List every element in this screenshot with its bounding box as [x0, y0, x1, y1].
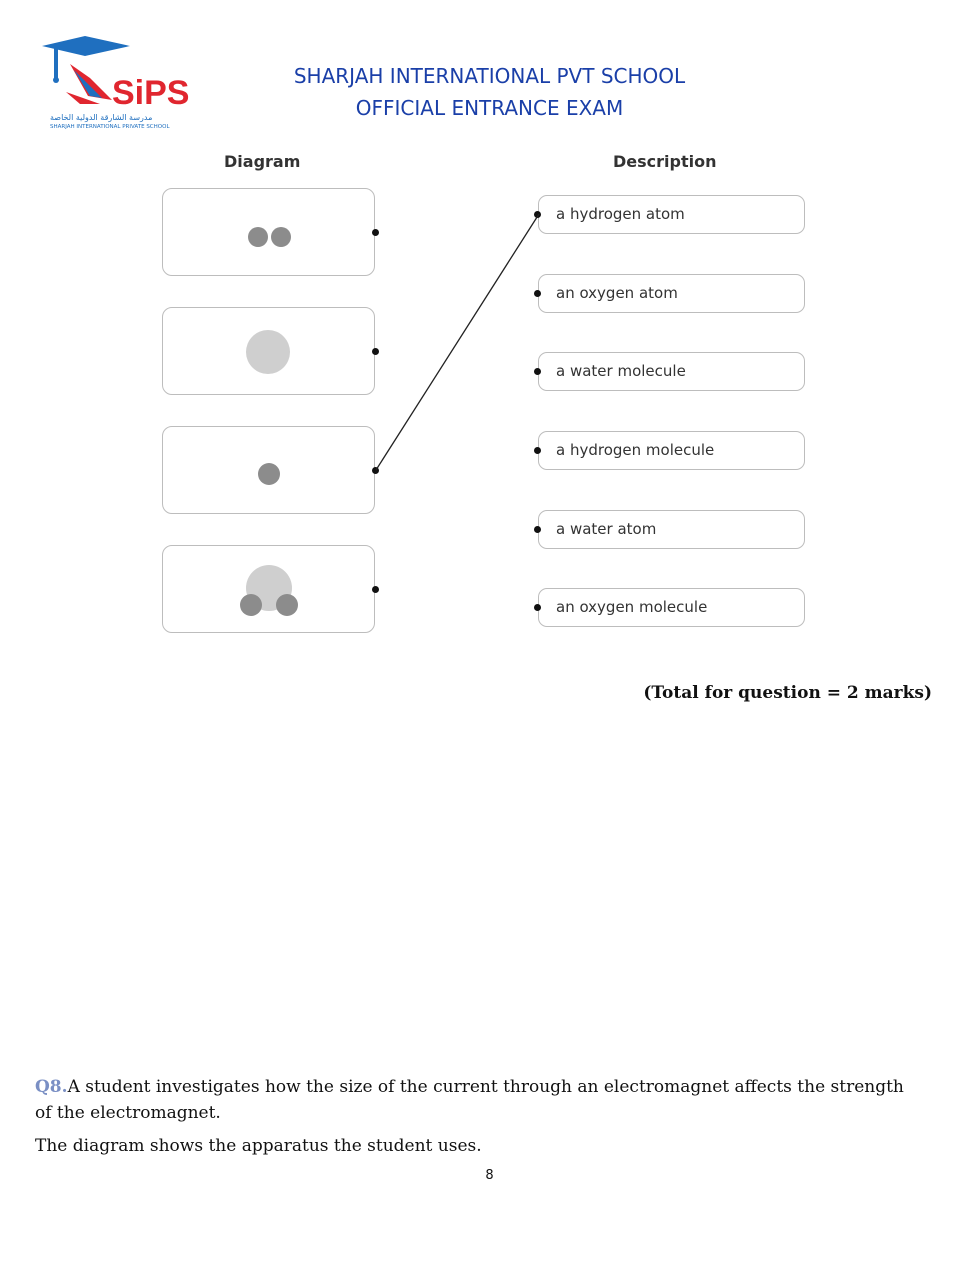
exam-title: OFFICIAL ENTRANCE EXAM	[355, 96, 624, 120]
logo-text: SiPS	[112, 74, 190, 112]
page-number: 8	[485, 1168, 494, 1183]
description-text: an oxygen molecule	[556, 598, 708, 616]
diagram-box-4[interactable]	[162, 545, 375, 633]
question-number: Q8.	[35, 1077, 68, 1097]
diagram-box-3[interactable]	[162, 426, 375, 514]
description-box-4[interactable]	[538, 431, 805, 470]
description-text: a hydrogen molecule	[556, 441, 715, 459]
description-box-3[interactable]	[538, 352, 805, 391]
connection-dot[interactable]	[534, 211, 541, 218]
description-text: a water atom	[556, 520, 657, 538]
connection-dot[interactable]	[534, 604, 541, 611]
description-box-6[interactable]	[538, 588, 805, 627]
connection-dot[interactable]	[534, 447, 541, 454]
description-text: an oxygen atom	[556, 284, 678, 302]
diagram-heading: Diagram	[224, 152, 301, 171]
description-text: a water molecule	[556, 362, 686, 380]
school-name: SHARJAH INTERNATIONAL PVT SCHOOL	[293, 64, 686, 88]
question-8	[35, 1074, 915, 1126]
single-small-dark-circle-icon	[163, 427, 376, 515]
school-header	[0, 60, 979, 124]
total-marks: (Total for question = 2 marks)	[643, 683, 932, 703]
diagram-box-2[interactable]	[162, 307, 375, 395]
question-text: A student investigates how the size of the current through an electromagnet affects the strength of the electromagnet.	[35, 1077, 904, 1123]
description-heading: Description	[613, 152, 717, 171]
question-subtext: The diagram shows the apparatus the student uses.	[35, 1136, 482, 1156]
connection-dot[interactable]	[372, 467, 379, 474]
single-large-light-circle-icon	[163, 308, 376, 396]
description-box-1[interactable]	[538, 195, 805, 234]
connection-dot[interactable]	[372, 229, 379, 236]
svg-text:مدرسة الشارقة الدولية الخاصة: مدرسة الشارقة الدولية الخاصة	[50, 113, 153, 122]
connection-dot[interactable]	[534, 526, 541, 533]
connection-dot[interactable]	[534, 290, 541, 297]
description-text: a hydrogen atom	[556, 205, 685, 223]
description-box-5[interactable]	[538, 510, 805, 549]
connection-dot[interactable]	[372, 586, 379, 593]
connection-dot[interactable]	[534, 368, 541, 375]
description-box-2[interactable]	[538, 274, 805, 313]
large-light-circle-with-two-small-dark-circles-icon	[163, 546, 376, 634]
two-small-dark-circles-icon	[163, 189, 376, 277]
diagram-box-1[interactable]	[162, 188, 375, 276]
connection-dot[interactable]	[372, 348, 379, 355]
svg-text:SHARJAH INTERNATIONAL PRIVATE: SHARJAH INTERNATIONAL PRIVATE SCHOOL	[50, 124, 170, 130]
